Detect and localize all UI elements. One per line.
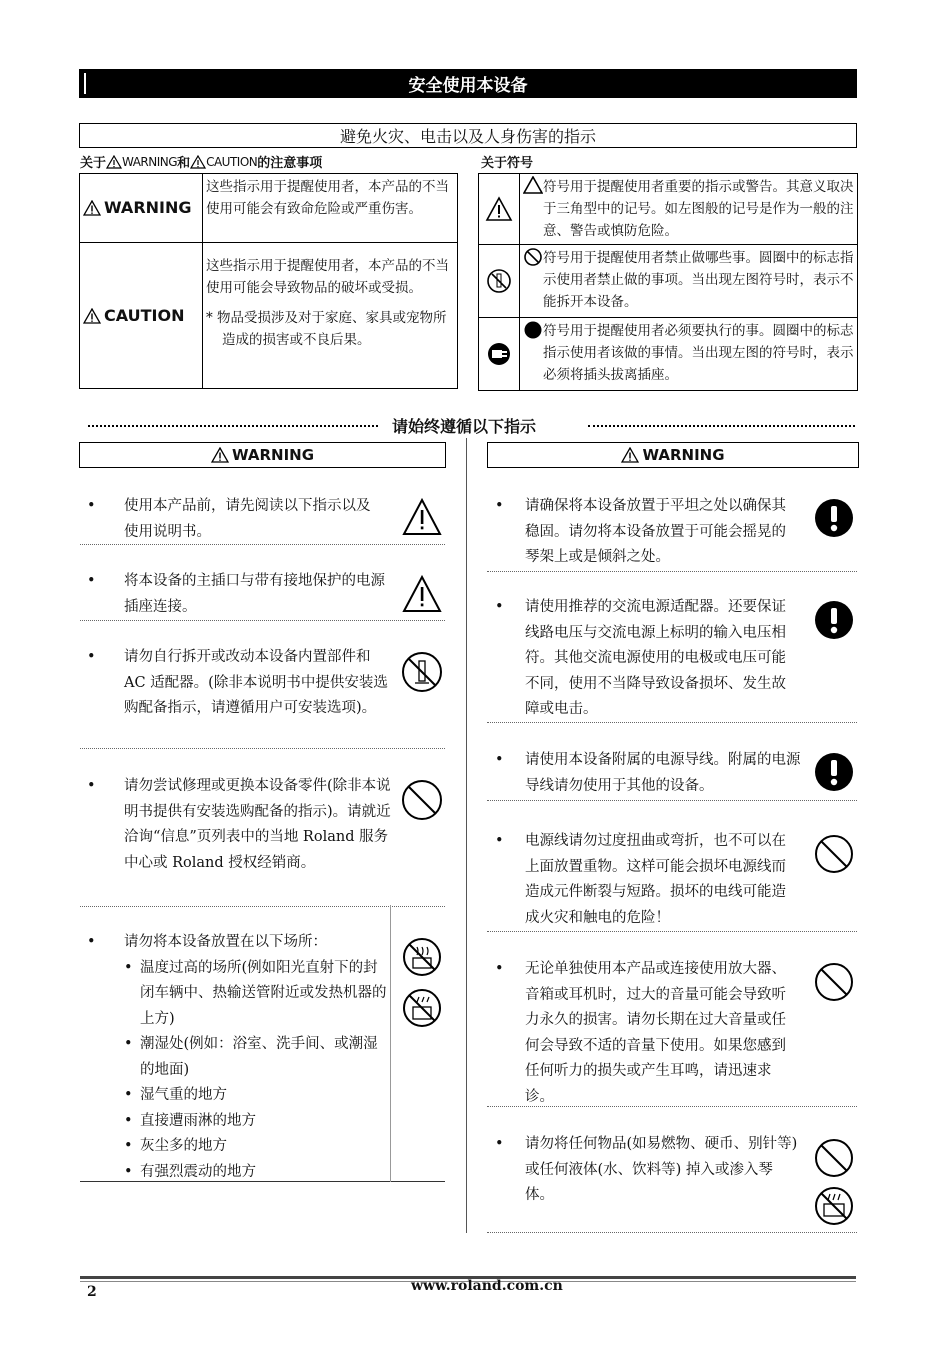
sub-list-item: • 湿气重的地方 <box>124 1083 392 1109</box>
column-divider <box>466 438 467 1233</box>
general-warning-icon <box>485 196 513 222</box>
symbol-desc-line <box>523 320 854 386</box>
symbol-row-general <box>479 174 858 245</box>
bullet: • <box>495 1136 504 1152</box>
instruction-title: 请始终遵循以下指示 <box>392 417 537 436</box>
warning-row <box>80 174 458 243</box>
caution-label <box>83 305 199 327</box>
bullet: • <box>87 934 96 950</box>
list-item-text: 请勿将本设备放置在以下场所： <box>124 934 327 950</box>
list-item-text: 请勿尝试修理或更换本设备零件(除非本说明书提供有安装选购配备的指示)。请就近洽询“信息”页列表中的当地 Roland 服务中心或 Roland 授权经销商。 <box>124 778 391 871</box>
dotted-leader-right <box>588 425 855 427</box>
bullet: • <box>87 778 96 794</box>
bullet: • <box>87 573 96 589</box>
warning-triangle-icon <box>83 200 101 216</box>
warning-desc: 这些指示用于提醒使用者，本产品的不当使用可能会有致命危险或严重伤害。 <box>203 174 458 243</box>
list-item <box>87 645 392 722</box>
mandatory-icon <box>813 497 855 539</box>
caution-triangle-icon <box>83 308 101 324</box>
list-item-text: 将本设备的主插口与带有接地保护的电源插座连接。 <box>124 573 385 615</box>
left-subheading-caution: CAUTION <box>206 154 258 169</box>
list-item-text: 请使用推荐的交流电源适配器。还要保证线路电压与交流电源上标明的输入电压相符。其他交流电源使用的电极或电压可能不同，使用不当降导致设备损坏、发生故障或电击。 <box>525 599 786 717</box>
bullet: • <box>87 498 96 514</box>
warning-box-label: WARNING <box>231 446 315 464</box>
right-subheading: 关于符号 <box>481 156 534 171</box>
prohibit-icon <box>813 833 855 875</box>
list-item <box>87 569 387 620</box>
list-item-text: 请确保将本设备放置于平坦之处以确保其稳固。请勿将本设备放置于可能会摇晃的琴架上或是倾斜之处。 <box>525 498 786 565</box>
prohibit-symbol-icon <box>523 247 543 267</box>
mandatory-icon <box>813 599 855 641</box>
avoid-title: 避免火灾、电击以及人身伤害的指示 <box>339 127 596 146</box>
bullet: • <box>495 498 504 514</box>
list-item <box>87 494 372 545</box>
caution-label-cell <box>80 243 203 389</box>
mandatory-symbol-icon <box>523 320 543 340</box>
caution-desc-cell <box>203 243 458 389</box>
list-item-text: 无论单独使用本产品或连接使用放大器、音箱或耳机时，过大的音量可能会导致听力永久的损害。请勿长期在过大音量或任何会导致不适的音量下使用。如果您感到任何听力的损失或产生耳鸣，请迅速求诊。 <box>525 961 786 1105</box>
sub-list-item: • 灰尘多的地方 <box>124 1134 392 1160</box>
bullet: • <box>495 961 504 977</box>
separator <box>80 544 445 545</box>
list-item-text: 请勿将任何物品(如易燃物、硬币、别针等)或任何液体(水、饮料等) 掉入或渗入琴体。 <box>525 1136 798 1203</box>
warning-triangle-icon <box>106 155 122 169</box>
symbol-desc: 符号用于提醒使用者重要的指示或警告。其意义取决于三角型中的记号。如左图般的记号是作为一般的注意、警告或慎防危险。 <box>543 179 854 239</box>
unplug-icon <box>485 340 513 368</box>
list-item <box>87 774 392 876</box>
symbol-icon-cell <box>479 174 520 245</box>
separator <box>487 1106 857 1107</box>
caution-desc: 这些指示用于提醒使用者，本产品的不当使用可能会导致物品的破坏或受损。 <box>206 258 449 296</box>
separator <box>487 722 857 723</box>
list-item-text: 电源线请勿过度扭曲或弯折，也不可以在上面放置重物。这样可能会损坏电源线而造成元件断裂与短路。损坏的电线可能造成火灾和触电的危险！ <box>525 833 786 926</box>
symbol-row-mandatory <box>479 318 858 391</box>
icon-column-line <box>390 905 391 1182</box>
prohibit-icon <box>813 1137 855 1179</box>
dotted-leader-left <box>88 425 378 427</box>
warning-box-label: WARNING <box>642 446 725 464</box>
right-warning-box <box>487 442 859 468</box>
warning-label-text: WARNING <box>104 198 192 217</box>
sub-list <box>124 956 392 1186</box>
warning-triangle-icon <box>401 497 443 537</box>
sub-list-item: • 有强烈震动的地方 <box>124 1160 392 1186</box>
list-item <box>495 748 805 799</box>
bullet: • <box>495 599 504 615</box>
warning-caution-table <box>79 173 458 389</box>
warning-triangle-icon <box>211 447 229 463</box>
caution-note: * 物品受损涉及对于家庭、家具或宠物所造成的损害或不良后果。 <box>206 310 447 348</box>
bullet: • <box>87 649 96 665</box>
bullet: • <box>495 752 504 768</box>
warning-triangle-icon <box>401 574 443 614</box>
sub-list-item: • 温度过高的场所(例如阳光直射下的封闭车辆中、热输送管附近或发热机器的上方) <box>124 956 392 1033</box>
list-item <box>495 829 800 931</box>
mandatory-icon <box>813 751 855 793</box>
sub-list-item: • 直接遭雨淋的地方 <box>124 1109 392 1135</box>
separator <box>487 1232 857 1233</box>
symbol-desc-cell <box>520 174 858 245</box>
separator <box>80 620 445 621</box>
warning-triangle-icon <box>621 447 639 463</box>
footer-url[interactable]: www.roland.com.cn <box>411 1278 563 1294</box>
list-item-text: 使用本产品前，请先阅读以下指示以及使用说明书。 <box>124 498 371 540</box>
symbol-desc-cell <box>520 245 858 318</box>
no-water-icon <box>401 987 443 1029</box>
title-bar-notch <box>84 73 86 94</box>
symbol-desc-line <box>523 247 854 313</box>
prohibit-icon <box>400 778 444 822</box>
left-subheading-pre: 关于 <box>80 156 107 171</box>
symbol-row-prohibit <box>479 245 858 318</box>
caution-label-text: CAUTION <box>104 305 185 325</box>
caution-triangle-icon <box>190 155 206 169</box>
bullet: • <box>495 833 504 849</box>
separator <box>487 931 857 932</box>
avoid-title-box <box>79 123 857 148</box>
symbol-desc: 符号用于提醒使用者必须要执行的事。圆圈中的标志指示使用者该做的事情。当出现左图的符号时，表示必须将插头拔离插座。 <box>543 323 854 383</box>
triangle-symbol-icon <box>523 176 543 194</box>
left-subheading <box>80 152 322 171</box>
symbol-desc: 符号用于提醒使用者禁止做哪些事。圆圈中的标志指示使用者禁止做的事项。当出现左图符号时，表示不能拆开本设备。 <box>543 250 854 310</box>
left-subheading-post: 的注意事项 <box>257 156 323 171</box>
list-item <box>87 930 392 1185</box>
symbols-table <box>478 173 858 391</box>
left-subheading-mid: 和 <box>177 156 191 171</box>
separator <box>80 748 445 749</box>
page-title-bar <box>79 69 857 98</box>
left-warning-box <box>79 442 446 468</box>
list-item-text: 请使用本设备附属的电源导线。附属的电源导线请勿使用于其他的设备。 <box>525 752 801 794</box>
list-item <box>495 1132 800 1209</box>
no-disassemble-icon <box>400 650 444 694</box>
symbol-icon-cell <box>479 245 520 318</box>
list-item <box>495 595 800 723</box>
no-liquid-icon <box>813 1185 855 1227</box>
page-title: 安全使用本设备 <box>408 76 528 96</box>
caution-row <box>80 243 458 389</box>
sub-list-item: • 潮湿处(例如：浴室、洗手间、或潮湿的地面) <box>124 1032 392 1083</box>
separator <box>487 800 857 801</box>
warning-label-cell <box>80 174 203 243</box>
warning-label <box>83 197 199 219</box>
left-subheading-warning: WARNING <box>122 154 178 169</box>
list-item <box>495 957 800 1110</box>
list-item <box>495 494 800 571</box>
no-disassemble-icon <box>485 267 513 295</box>
page-number: 2 <box>87 1284 97 1300</box>
symbol-icon-cell <box>479 318 520 391</box>
no-heat-icon <box>401 936 443 978</box>
separator <box>487 571 857 572</box>
prohibit-icon <box>813 961 855 1003</box>
symbol-desc-cell <box>520 318 858 391</box>
list-item-text: 请勿自行拆开或改动本设备内置部件和 AC 适配器。(除非本说明书中提供安装选购配备指示，请遵循用户可安装选项)。 <box>124 649 388 716</box>
symbol-desc-line <box>523 176 854 242</box>
